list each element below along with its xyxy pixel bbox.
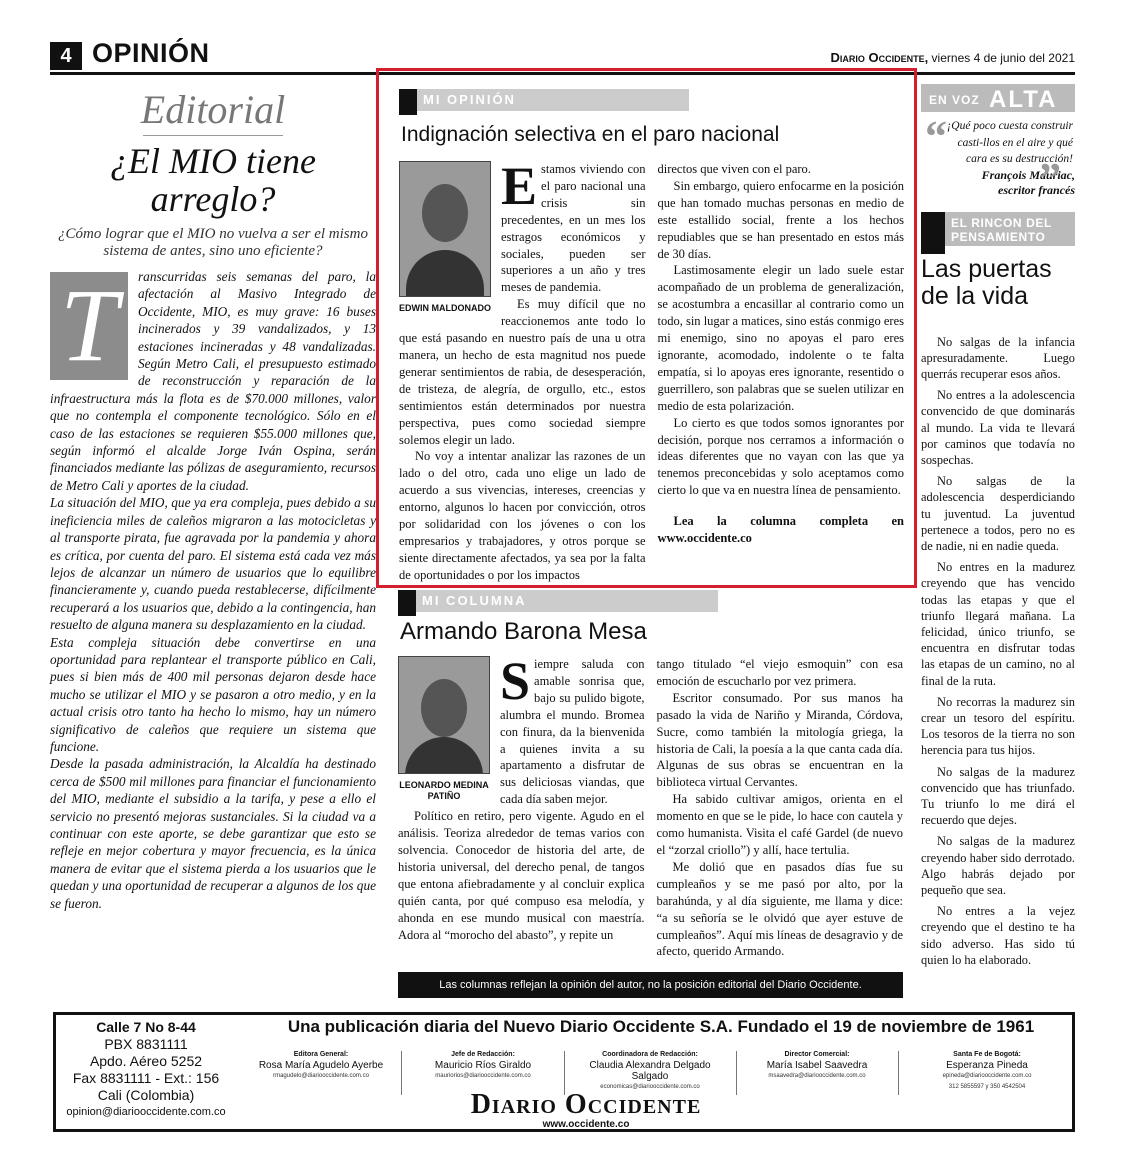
- city: Cali (Colombia): [97, 1087, 195, 1103]
- author-photo: [399, 161, 491, 297]
- poem-paragraph: No salgas de la adolescencia desperdiciando tu juventud. La juventud pertenece a todos, pero no es de nadie, ni en nadie queda.: [921, 474, 1075, 553]
- opinion-band: MI OPINIÓN: [399, 89, 689, 111]
- rincon-title: Las puertas de la vida: [921, 254, 1052, 310]
- column-article: [398, 590, 903, 960]
- editorial-subtitle: ¿Cómo lograr que el MIO no vuelva a ser el mismo sistema de antes, sino uno eficiente?: [58, 226, 368, 259]
- contact-block: [60, 1019, 232, 1121]
- author-photo: [398, 656, 490, 774]
- pbx: PBX 8831111: [104, 1036, 188, 1052]
- apdo: Apdo. Aéreo 5252: [89, 1053, 203, 1069]
- opinion-paragraph: directos que viven con el paro.: [657, 162, 811, 176]
- poem-paragraph: No salgas de la madurez convencido que has triunfado. Tu triunfo lo me dirá el recuerdo que dejes.: [921, 764, 1075, 828]
- columna-paragraph: Me dolió que en pasados días fue su cumpleaños y se me pasó por alto, por la barahúnda, y al día siguiente, me llama y dice: “a su señoría se le olvidó que ayer estuve de cumpleaños”. Aquí mis líneas de desagravio y de afecto, querido Armando.: [656, 859, 903, 959]
- staff-commercial: Director Comercial: María Isabel Saavedra msaavedra@diariooccidente.com.co: [766, 1051, 868, 1079]
- opinion-paragraph: Lastimosamente elegir un lado suele estar acompañado de un problema de generalización, se acostumbra a encasillar al contrario como un todo, sin lugar a matices, sino estás conmigo eres mi enemigo, sino no apoyas el paro eres ignorante, acomodado, indolente o te falta empatía, si lo apoyas eres ignorante, resentido o guerrillero, son palabras que se suelen utilizar en medio de esta polarización.: [657, 263, 904, 413]
- read-more-link[interactable]: Lea la columna completa en www.occidente.co: [657, 514, 904, 546]
- opinion-dropcap: E: [501, 156, 538, 216]
- rincon-body: [921, 334, 1075, 969]
- columna-paragraph: iempre saluda con amable sonrisa que, bajo su pulido bigote, alumbra el mundo. Bromea con finura, da la bienvenida a quienes invita a su apartamento a disfrutar de sus deliciosas viandas, que cada día saben mejor.: [500, 657, 645, 807]
- divider: [401, 1051, 402, 1095]
- opinion-paragraph: stamos viviendo con el paro nacional una crisis sin precedentes, en un mes los estragos económicos y sociales, pueden ser superiores a un año y tres meses de pandemia.: [501, 162, 646, 295]
- right-column: [921, 84, 1075, 973]
- quote-author-role: escritor francés: [998, 182, 1075, 197]
- opinion-title: Indignación selectiva en el paro nacional: [401, 123, 780, 146]
- columna-paragraph: Escritor consumado. Por sus manos ha pasado la vida de Nariño y Miranda, Córdova, Sucre, como también la mitología griega, la historia de Cali, la poesía a la que canta cada día. Algunas de sus obras se encuentran en la biblioteca virtual Cervantes.: [656, 690, 903, 790]
- poem-paragraph: No entres en la madurez creyendo que has vencido todas las etapas y que el triunfo llegará mañana. La felicidad, único triunfo, se encuentra en disfrutar todas las etapas de un camino, no al final de la ruta.: [921, 560, 1075, 688]
- opinion-highlight-box: [376, 68, 917, 588]
- page-number: 4: [50, 42, 82, 70]
- quote-text: ¡Qué poco cuesta construir casti-llos en el aire y qué cara es su destrucción!: [946, 120, 1073, 165]
- opinion-paragraph: Es muy difícil que no reaccionemos ante todo lo que está pasando en nuestro país de una u otra manera, un hecho de esta magnitud nos puede generar sentimientos de rabia, de desesperación, de tristeza, de alegría, de orgullo, etc., estos sentimientos están determinados por nuestra perspectiva, pues como sociedad siempre solemos elegir un lado.: [399, 297, 646, 447]
- columna-dropcap: S: [500, 651, 531, 711]
- close-quote-icon: ”: [1039, 154, 1061, 203]
- en-voz-alta-band: [921, 84, 1075, 112]
- columna-paragraph: Ha sabido cultivar amigos, orienta en el momento en que se le pide, lo hace con cautela y como humanista. Visita el café Gardel (de nuevo el “zorzal criollo”) y allí, hace tertulia.: [656, 792, 903, 857]
- opinion-paragraph: No voy a intentar analizar las razones de un lado o del otro, cada uno elige un lado de acuerdo a sus vivencias, intereses, creencias y entorno, algunos lo hacen por convicción, otros por solidaridad con los jóvenes o con los empresarios y trabajadores, y otros porque se siente directamente afectados, ya sea por la falta de oportunidades o por los impactos: [399, 449, 646, 582]
- poem-paragraph: No entres a la vejez creyendo que el destino te ha sido adverso. Has sido tú quien lo ha elaborado.: [921, 904, 1075, 967]
- staff-bogota: Santa Fe de Bogotá: Esperanza Pineda epineda@diariooccidente.com.co 312 5855597 y 350 4542504: [942, 1051, 1032, 1090]
- columna-title: Armando Barona Mesa: [400, 618, 647, 645]
- open-quote-icon: “: [925, 112, 947, 161]
- dateline: [830, 50, 1075, 65]
- author-box: [399, 161, 491, 314]
- opinion-paragraph: Lo cierto es que todos somos ignorantes por decisión, porque nos cerramos a información o ideas diferentes que no vayan con las que ya tenemos preconcebidas y solo aceptamos como cierto lo que va en nuestra línea de pensamiento.: [657, 415, 904, 498]
- editorial-paragraph: Desde la pasada administración, la Alcaldía ha destinado cerca de $500 mil millones para financiar el funcionamiento del MIO, mediante el subsidio a la tarifa, y pese a ello el servicio no presentó mejoras sustanciales. Si la ciudad va a continuar con este aporte, se debe garantizar que esto se refleje en mejor cobertura y mayor frecuencia, es la única manera de evitar que el sistema pierda a los usuarios que le quedan y una oportunidad de recuperar a algunos de los que se fueron.: [50, 756, 376, 911]
- band-big-text: ALTA: [989, 86, 1058, 113]
- editorial-kicker: Editorial: [140, 87, 286, 132]
- opinion-column-1: [399, 156, 646, 584]
- columna-column-1: [398, 651, 645, 960]
- rincon-band: EL RINCON DEL PENSAMIENTO: [921, 212, 1075, 246]
- masthead-footer: [53, 1012, 1075, 1132]
- columna-column-2: [657, 656, 904, 960]
- poem-paragraph: No recorras la madurez sin crear un tesoro del espíritu. Los tesoros de la tierra no son herencia para tus hijos.: [921, 694, 1075, 758]
- columna-paragraph: tango titulado “el viejo esmoquin” con esa emoción de escucharlo por vez primera.: [656, 657, 903, 688]
- staff-chief: Jefe de Redacción: Mauricio Ríos Giraldo mauriorios@diariooccidente.com.co: [434, 1051, 532, 1079]
- opinion-paragraph: Sin embargo, quiero enfocarme en la posición que han tomado muchas personas en medio de este estallido social, frente a los hechos repudiables que se han presentado en estos más de 30 días.: [657, 178, 904, 261]
- publication-line: Una publicación diaria del Nuevo Diario Occidente S.A. Fundado el 19 de noviembre de 1961: [287, 1017, 1035, 1036]
- divider: [736, 1051, 737, 1095]
- address: Calle 7 No 8-44: [96, 1019, 196, 1035]
- divider: [898, 1051, 899, 1095]
- opinion-column-2: [658, 161, 905, 584]
- poem-paragraph: No salgas de la infancia apresuradamente. Luego querrás recuperar esos años.: [921, 334, 1075, 381]
- columna-band: MI COLUMNA: [398, 590, 718, 612]
- disclaimer-bar: Las columnas reflejan la opinión del autor, no la posición editorial del Diario Occidente.: [398, 972, 903, 998]
- fax: Fax 8831111 - Ext.: 156: [72, 1070, 220, 1086]
- author-name: EDWIN MALDONADO: [399, 303, 491, 313]
- editorial-dropcap: T: [50, 272, 128, 380]
- staff-editor: Editora General: Rosa María Agudelo Ayerbe rmagudelo@diariooccidente.com.co: [258, 1051, 384, 1079]
- editorial-paragraph: La situación del MIO, que ya era compleja, pues debido a su ineficiencia miles de caleños migraron a las motocicletas y al transporte pirata, fue agravada por la pandemia y ahora es crítica, por cuenta del paro. El sistema está cada vez más lejos de alcanzar un número de usuarios que lo equilibre financieramente y, cuando pueda restablecerse, difícilmente recuperará a los usuarios que, debido a la contingencia, han resuelto de alguna manera su desplazamiento en la ciudad.: [50, 495, 376, 633]
- author-box: [398, 656, 490, 802]
- newspaper-logo: Diario Occidente: [470, 1089, 702, 1120]
- editorial-title: ¿El MIO tiene arreglo?: [110, 141, 316, 219]
- columna-paragraph: Político en retiro, pero vigente. Agudo en el análisis. Teoriza alrededor de temas varios con solvencia. Conocedor de historia del arte, de historia universal, del derecho penal, de tangos que entona afiebradamente y al concluir explica quién canta, por qué compuso esa melodía, y ahonda en ese mundo musical con maestría. Adora al “morocho del abasto”, y repite un: [398, 809, 645, 942]
- editorial-paragraph: ranscurridas seis semanas del paro, la afectación al Masivo Integrado de Occidente, MIO, es muy grave: 16 buses incinerados y 39 vandalizados, y 13 estaciones incineradas y 48 vandalizadas. Según Metro Cali, el presupuesto estimado de reconstrucción y reparación de la infraestructura más la flota es de $70.000 millones, valor que no contempla el componente tecnológico. Sólo en el caso de las estaciones se requieren $55.000 millones que, según informó el alcalde Jorge Iván Ospina, serán financiados mediante las pólizas de aseguramiento, recursos de Metro Cali y aportes de la ciudad.: [50, 269, 376, 493]
- kicker-rule: [143, 135, 283, 136]
- editorial-column: [50, 82, 376, 912]
- poem-paragraph: No entres a la adolescencia convencido de que dominarás al mundo. La vida te llevará por caminos que todavía no sospechas.: [921, 388, 1075, 467]
- poem-paragraph: No salgas de la madurez creyendo haber sido derrotado. Algo habrás dejado por pequeño que sea.: [921, 834, 1075, 897]
- editorial-paragraph: Esta compleja situación debe convertirse en una oportunidad para replantear el transporte público en Cali, pues si bien más de 400 mil personas dejaron desde hace mucho se utilizar el MIO y se pasaron a otro medio, y en la actual crisis otro tanto ha hecho lo mismo, hay un número significativo de caleños que requiere un sistema que funcione.: [50, 634, 376, 754]
- website-url[interactable]: www.occidente.co: [542, 1119, 630, 1130]
- author-name: LEONARDO MEDINA PATIÑO: [399, 780, 489, 801]
- staff-coordinator: Coordinadora de Redacción: Claudia Alexandra Delgado Salgado economicas@diariooccidente.com.co: [589, 1051, 711, 1090]
- editorial-body: [50, 268, 376, 912]
- paper-name: Diario Occidente,: [830, 50, 929, 65]
- section-title: OPINIÓN: [92, 38, 210, 68]
- issue-date: viernes 4 de junio del 2021: [928, 51, 1075, 65]
- quote-author: François Mauriac,: [981, 167, 1075, 182]
- contact-email[interactable]: opinion@diariooccidente.com.co: [66, 1106, 226, 1118]
- band-small-text: EN VOZ: [929, 93, 980, 107]
